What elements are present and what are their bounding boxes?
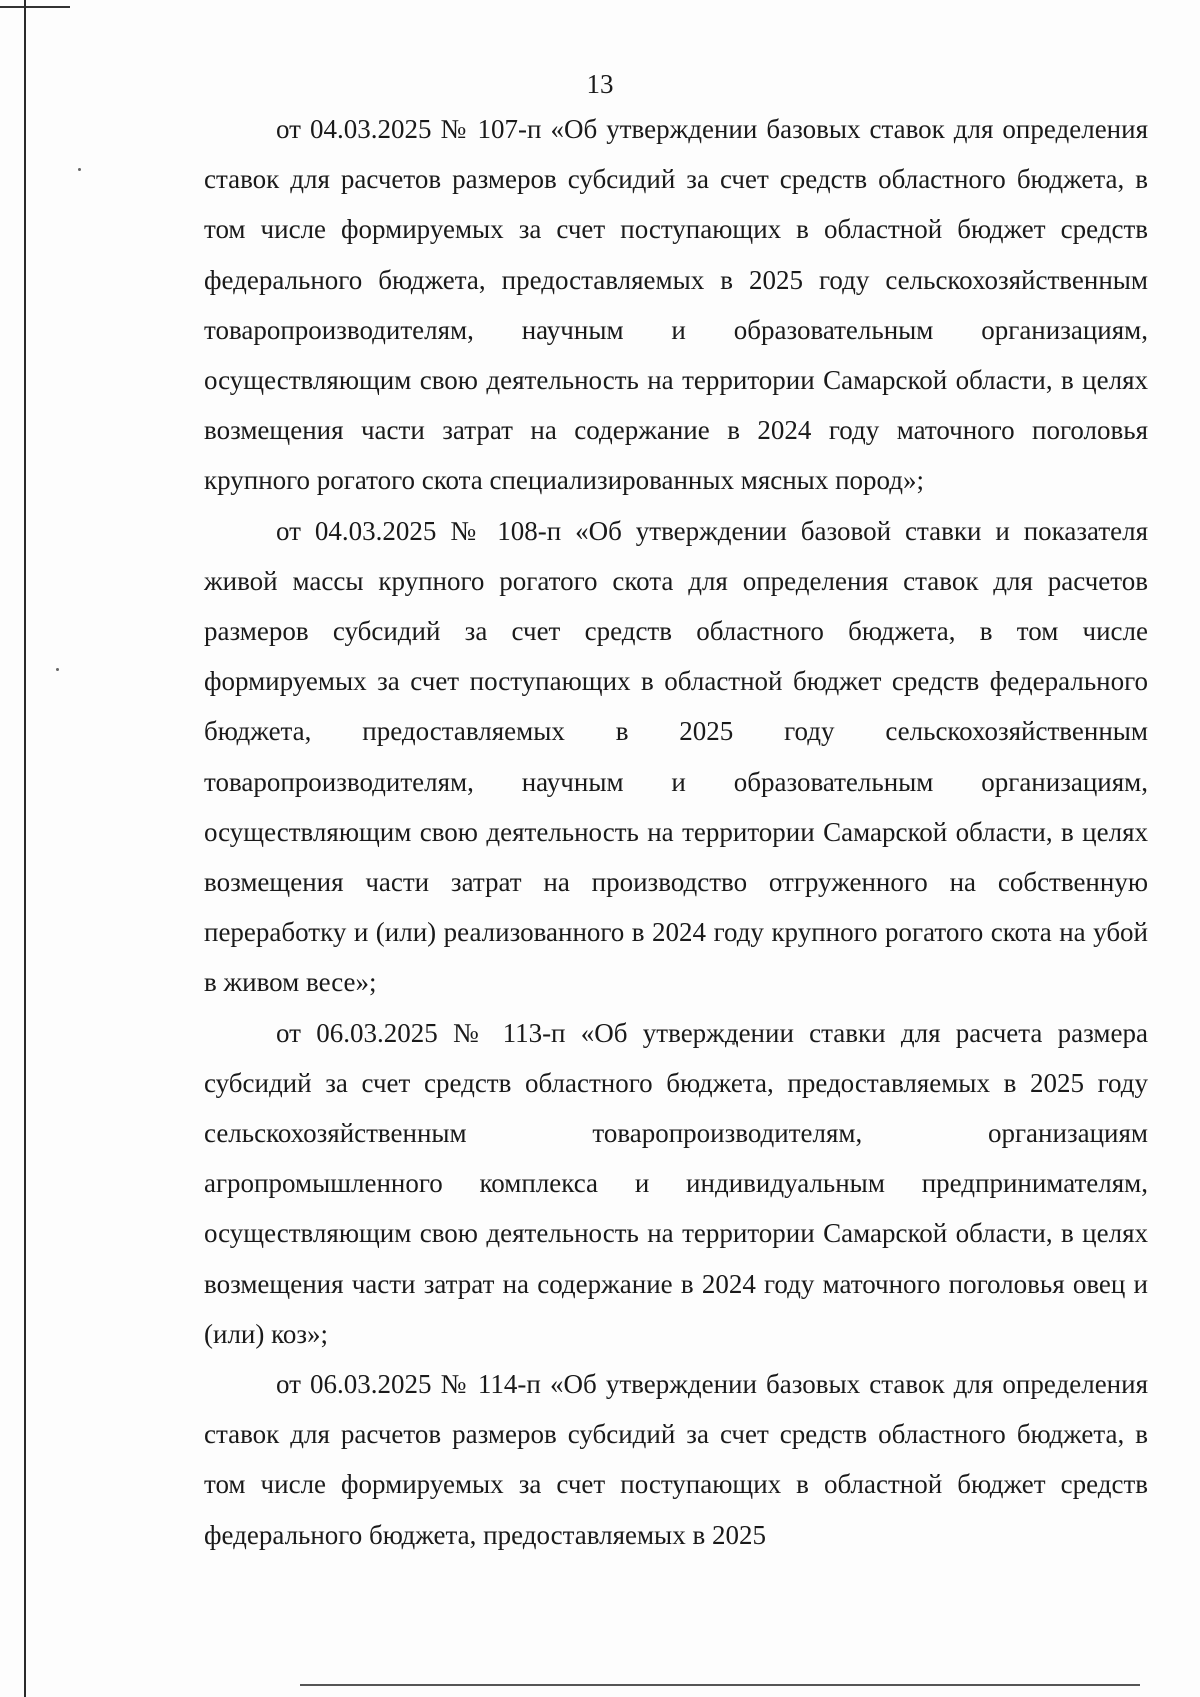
page-number: 13 <box>586 69 614 99</box>
scan-corner-mark <box>0 6 70 8</box>
paragraph-113-p: от 06.03.2025 № 113-п «Об утверждении ставки для расчета размера субсидий за счет средств областного бюджета, предоставляемых в 2025 году сельскохозяйственным товаропроизводителям, организациям агропромышленного комплекса и индивидуальным предпринимателям, осуществляющим свою деятельность на территории Самарской области, в целях возмещения части затрат на содержание в 2024 году маточного поголовья овец и (или) коз»; <box>204 1017 1148 1349</box>
scan-speck <box>78 168 81 171</box>
scan-bottom-rule <box>300 1684 1140 1686</box>
body-text <box>204 104 1148 1560</box>
paragraph-107-p: от 04.03.2025 № 107-п «Об утверждении базовых ставок для определения ставок для расчетов размеров субсидий за счет средств областного бюджета, в том числе формируемых за счет поступающих в областной бюджет средств федерального бюджета, предоставляемых в 2025 году сельскохозяйственным товаропроизводителям, научным и образовательным организациям, осуществляющим свою деятельность на территории Самарской области, в целях возмещения части затрат на содержание в 2024 году маточного поголовья крупного рогатого скота специализированных мясных пород»; <box>204 114 1148 496</box>
paragraph-108-p: от 04.03.2025 № 108-п «Об утверждении базовой ставки и показателя живой массы крупного рогатого скота для определения ставок для расчетов размеров субсидий за счет средств областного бюджета, в том числе формируемых за счет поступающих в областной бюджет средств федерального бюджета, предоставляемых в 2025 году сельскохозяйственным товаропроизводителям, научным и образовательным организациям, осуществляющим свою деятельность на территории Самарской области, в целях возмещения части затрат на производство отгруженного на собственную переработку и (или) реализованного в 2024 году крупного рогатого скота на убой в живом весе»; <box>204 515 1148 998</box>
scan-binding-edge <box>24 0 26 1697</box>
paragraph-114-p: от 06.03.2025 № 114-п «Об утверждении базовых ставок для определения ставок для расчетов размеров субсидий за счет средств областного бюджета, в том числе формируемых за счет поступающих в областной бюджет средств федерального бюджета, предоставляемых в 2025 <box>204 1369 1148 1550</box>
scan-speck <box>56 668 59 671</box>
